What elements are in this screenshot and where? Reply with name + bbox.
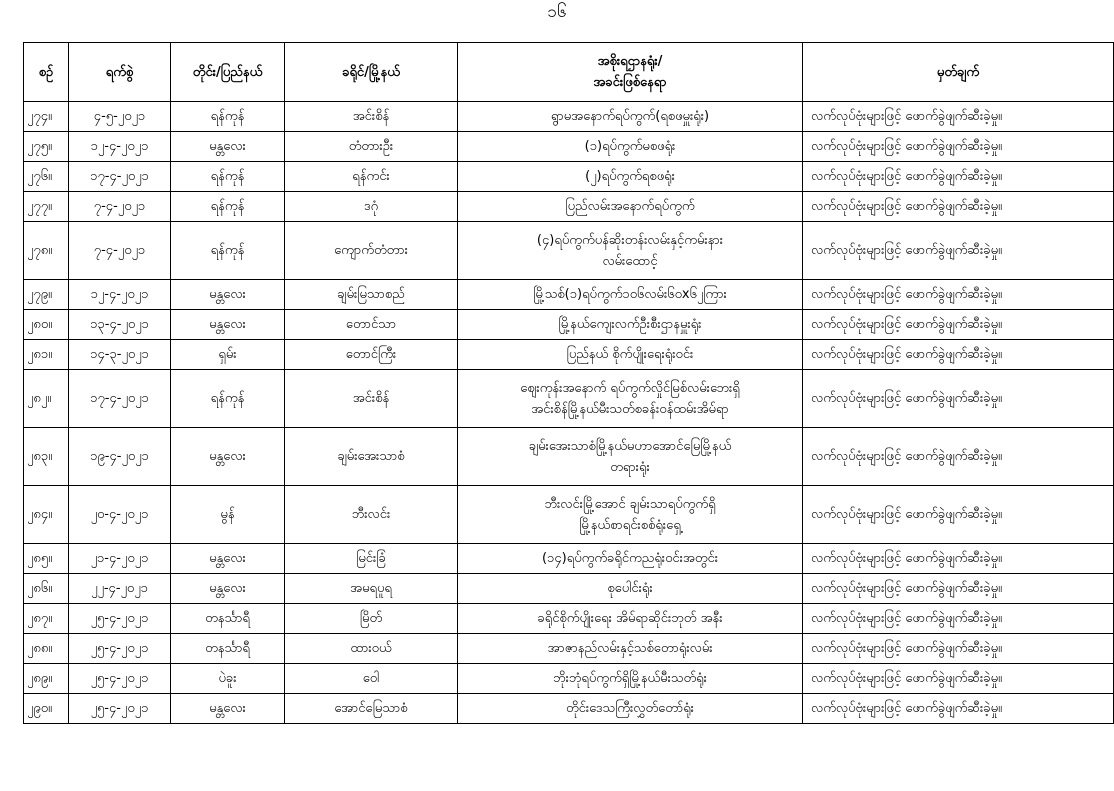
cell-remark: လက်လုပ်ဗုံးများဖြင့် ဖောက်ခွဲဖျက်ဆီးခဲ့မှု။ xyxy=(803,132,1114,162)
cell-region: မန္တလေး xyxy=(171,544,285,574)
table-row xyxy=(24,634,1114,664)
cell-region: မန္တလေး xyxy=(171,694,285,724)
table-row xyxy=(24,486,1114,544)
cell-region: ပဲခူး xyxy=(171,664,285,694)
cell-location: (၁)ရပ်ကွက်မစဖရုံး xyxy=(458,132,803,162)
cell-township: ချမ်းမြသာစည် xyxy=(285,280,458,310)
cell-township: တံတားဦး xyxy=(285,132,458,162)
cell-township: ဝေါ xyxy=(285,664,458,694)
cell-no: ၂၈၁။ xyxy=(24,340,69,370)
cell-region: ရန်ကုန် xyxy=(171,370,285,428)
cell-township: ဒဂုံ xyxy=(285,192,458,222)
cell-no: ၂၈၃။ xyxy=(24,428,69,486)
cell-remark: လက်လုပ်ဗုံးများဖြင့် ဖောက်ခွဲဖျက်ဆီးခဲ့မှု။ xyxy=(803,694,1114,724)
cell-no: ၂၈၆။ xyxy=(24,574,69,604)
header-remark: မှတ်ချက် xyxy=(803,43,1114,102)
cell-township: ထားဝယ် xyxy=(285,634,458,664)
cell-date: ၂၅-၄-၂၀၂၁ xyxy=(69,604,171,634)
cell-location-line1: ချမ်းအေးသာစံမြို့နယ်မဟာအောင်မြေမြို့နယ် xyxy=(528,438,732,454)
cell-location: စုပေါင်းရုံး xyxy=(458,574,803,604)
cell-region: ရန်ကုန် xyxy=(171,222,285,280)
cell-region: ရန်ကုန် xyxy=(171,162,285,192)
cell-date: ၁၇-၄-၂၀၂၁ xyxy=(69,370,171,428)
cell-remark: လက်လုပ်ဗုံးများဖြင့် ဖောက်ခွဲဖျက်ဆီးခဲ့မှု။ xyxy=(803,664,1114,694)
cell-no: ၂၈၇။ xyxy=(24,604,69,634)
cell-township: မြိတ် xyxy=(285,604,458,634)
cell-location: ပြည်နယ် စိုက်ပျိုးရေးရုံးဝင်း xyxy=(458,340,803,370)
cell-location xyxy=(458,486,803,544)
cell-no: ၂၇၆။ xyxy=(24,162,69,192)
header-location xyxy=(458,43,803,102)
cell-date: ၄-၅-၂၀၂၁ xyxy=(69,102,171,132)
cell-location: အာဇာနည်လမ်းနှင့်သစ်တောရုံးလမ်း xyxy=(458,634,803,664)
cell-location: ရွာမအနောက်ရပ်ကွက်(ရစဖမှူးရုံး) xyxy=(458,102,803,132)
cell-date: ၂၀-၄-၂၀၂၁ xyxy=(69,486,171,544)
cell-date: ၂၅-၄-၂၀၂၁ xyxy=(69,664,171,694)
cell-township: ချမ်းအေးသာစံ xyxy=(285,428,458,486)
header-township: ခရိုင်/မြို့နယ် xyxy=(285,43,458,102)
header-location-line1: အစိုးရဌာနရုံး/ xyxy=(597,54,663,69)
cell-remark: လက်လုပ်ဗုံးများဖြင့် ဖောက်ခွဲဖျက်ဆီးခဲ့မှု။ xyxy=(803,634,1114,664)
cell-township: မြင်းခြံ xyxy=(285,544,458,574)
cell-location xyxy=(458,370,803,428)
cell-location: ပြည်လမ်းအနောက်ရပ်ကွက် xyxy=(458,192,803,222)
cell-no: ၂၇၅။ xyxy=(24,132,69,162)
cell-no: ၂၈၂။ xyxy=(24,370,69,428)
cell-location xyxy=(458,428,803,486)
cell-remark: လက်လုပ်ဗုံးများဖြင့် ဖောက်ခွဲဖျက်ဆီးခဲ့မှု။ xyxy=(803,486,1114,544)
header-location-line2: အခင်းဖြစ်နေရာ xyxy=(593,75,667,90)
cell-location: တိုင်းဒေသကြီးလွှတ်တော်ရုံး xyxy=(458,694,803,724)
cell-location-line2: အင်းစိန်မြို့နယ်မီးသတ်စခန်းဝန်ထမ်းအိမ်ရာ xyxy=(531,401,729,417)
cell-remark: လက်လုပ်ဗုံးများဖြင့် ဖောက်ခွဲဖျက်ဆီးခဲ့မှု။ xyxy=(803,340,1114,370)
cell-no: ၂၈၄။ xyxy=(24,486,69,544)
cell-township: ကျောက်တံတား xyxy=(285,222,458,280)
cell-township: တောင်သာ xyxy=(285,310,458,340)
cell-date: ၁၄-၃-၂၀၂၁ xyxy=(69,340,171,370)
cell-location-line2: မြို့နယ်စာရင်းစစ်ရုံးရှေ့ xyxy=(579,517,681,533)
cell-remark: လက်လုပ်ဗုံးများဖြင့် ဖောက်ခွဲဖျက်ဆီးခဲ့မှု။ xyxy=(803,280,1114,310)
cell-region: ရှမ်း xyxy=(171,340,285,370)
cell-location: (၁၄)ရပ်ကွက်ခရိုင်ကညရုံးဝင်းအတွင်း xyxy=(458,544,803,574)
cell-date: ၁၉-၄-၂၀၂၁ xyxy=(69,428,171,486)
cell-date: ၇-၄-၂၀၂၁ xyxy=(69,222,171,280)
table-header xyxy=(24,43,1114,102)
cell-date: ၁၇-၄-၂၀၂၁ xyxy=(69,162,171,192)
cell-region: မန္တလေး xyxy=(171,574,285,604)
cell-remark: လက်လုပ်ဗုံးများဖြင့် ဖောက်ခွဲဖျက်ဆီးခဲ့မှု။ xyxy=(803,222,1114,280)
table-row xyxy=(24,192,1114,222)
cell-region: မန္တလေး xyxy=(171,428,285,486)
cell-no: ၂၉၀။ xyxy=(24,694,69,724)
cell-date: ၂၁-၄-၂၀၂၁ xyxy=(69,544,171,574)
cell-region: တနင်္သာရီ xyxy=(171,604,285,634)
cell-region: မန္တလေး xyxy=(171,280,285,310)
cell-date: ၁၂-၄-၂၀၂၁ xyxy=(69,132,171,162)
cell-date: ၇-၄-၂၀၂၁ xyxy=(69,192,171,222)
cell-region: တနင်္သာရီ xyxy=(171,634,285,664)
cell-location: မြို့နယ်ကျေးလက်ဦးစီးဌာနမှူးရုံး xyxy=(458,310,803,340)
cell-remark: လက်လုပ်ဗုံးများဖြင့် ဖောက်ခွဲဖျက်ဆီးခဲ့မှု။ xyxy=(803,102,1114,132)
cell-location-line1: ဘီးလင်းမြို့အောင် ချမ်းသာရပ်ကွက်ရှိ xyxy=(544,496,716,512)
incident-table xyxy=(23,42,1114,724)
cell-no: ၂၈၀။ xyxy=(24,310,69,340)
table-body xyxy=(24,102,1114,724)
cell-location-line2: လမ်းထောင့် xyxy=(602,253,658,269)
cell-location-line1: (၄)ရပ်ကွက်ပန်ဆိုးတန်းလမ်းနှင့်ကမ်းနား xyxy=(536,232,724,248)
table-row xyxy=(24,574,1114,604)
table-row xyxy=(24,604,1114,634)
cell-township: အင်းစိန် xyxy=(285,102,458,132)
header-date: ရက်စွဲ xyxy=(69,43,171,102)
cell-no: ၂၇၈။ xyxy=(24,222,69,280)
cell-region: ရန်ကုန် xyxy=(171,192,285,222)
cell-no: ၂၈၅။ xyxy=(24,544,69,574)
page-number: ၁၆ xyxy=(547,2,567,22)
cell-location: (၂)ရပ်ကွက်ရစဖရုံး xyxy=(458,162,803,192)
cell-remark: လက်လုပ်ဗုံးများဖြင့် ဖောက်ခွဲဖျက်ဆီးခဲ့မှု။ xyxy=(803,544,1114,574)
cell-date: ၂၂-၄-၂၀၂၁ xyxy=(69,574,171,604)
cell-township: အောင်မြေသာစံ xyxy=(285,694,458,724)
table-row xyxy=(24,544,1114,574)
table-row xyxy=(24,102,1114,132)
table-row xyxy=(24,370,1114,428)
header-region: တိုင်း/ပြည်နယ် xyxy=(171,43,285,102)
cell-location: ဘိုးဘုံရပ်ကွက်ရှိမြို့နယ်မီးသတ်ရုံး xyxy=(458,664,803,694)
cell-no: ၂၈၉။ xyxy=(24,664,69,694)
cell-no: ၂၇၄။ xyxy=(24,102,69,132)
cell-region: မန္တလေး xyxy=(171,310,285,340)
table-row xyxy=(24,340,1114,370)
cell-date: ၁၃-၄-၂၀၂၁ xyxy=(69,310,171,340)
cell-region: ရန်ကုန် xyxy=(171,102,285,132)
table-row xyxy=(24,222,1114,280)
cell-region: မန္တလေး xyxy=(171,132,285,162)
cell-no: ၂၈၈။ xyxy=(24,634,69,664)
cell-location: မြို့သစ်(၁)ရပ်ကွက်၁၀၆လမ်း၆၀x၆၂ကြား xyxy=(458,280,803,310)
cell-remark: လက်လုပ်ဗုံးများဖြင့် ဖောက်ခွဲဖျက်ဆီးခဲ့မှု။ xyxy=(803,604,1114,634)
cell-remark: လက်လုပ်ဗုံးများဖြင့် ဖောက်ခွဲဖျက်ဆီးခဲ့မှု။ xyxy=(803,192,1114,222)
cell-no: ၂၇၇။ xyxy=(24,192,69,222)
cell-township: အင်းစိန် xyxy=(285,370,458,428)
cell-region: မွန် xyxy=(171,486,285,544)
cell-location: ခရိုင်စိုက်ပျိုးရေး အိမ်ရာဆိုင်းဘုတ် အနီး xyxy=(458,604,803,634)
cell-remark: လက်လုပ်ဗုံးများဖြင့် ဖောက်ခွဲဖျက်ဆီးခဲ့မှု။ xyxy=(803,310,1114,340)
cell-remark: လက်လုပ်ဗုံးများဖြင့် ဖောက်ခွဲဖျက်ဆီးခဲ့မှု။ xyxy=(803,574,1114,604)
table-row xyxy=(24,280,1114,310)
header-no: စဉ် xyxy=(24,43,69,102)
cell-date: ၂၅-၄-၂၀၂၁ xyxy=(69,634,171,664)
cell-remark: လက်လုပ်ဗုံးများဖြင့် ဖောက်ခွဲဖျက်ဆီးခဲ့မှု။ xyxy=(803,162,1114,192)
cell-date: ၁၂-၄-၂၀၂၁ xyxy=(69,280,171,310)
cell-township: ဘီးလင်း xyxy=(285,486,458,544)
table-row xyxy=(24,428,1114,486)
cell-location-line2: တရားရုံး xyxy=(610,459,650,475)
table-row xyxy=(24,132,1114,162)
cell-location xyxy=(458,222,803,280)
cell-township: ရန်ကင်း xyxy=(285,162,458,192)
table-row xyxy=(24,694,1114,724)
cell-no: ၂၇၉။ xyxy=(24,280,69,310)
cell-township: အမရပူရ xyxy=(285,574,458,604)
cell-remark: လက်လုပ်ဗုံးများဖြင့် ဖောက်ခွဲဖျက်ဆီးခဲ့မှု။ xyxy=(803,370,1114,428)
cell-location-line1: ဈေးကုန်းအနောက် ရပ်ကွက်လှိုင်မြစ်လမ်းဘေးရှိ xyxy=(520,380,740,396)
table-row xyxy=(24,162,1114,192)
cell-date: ၂၅-၄-၂၀၂၁ xyxy=(69,694,171,724)
table-row xyxy=(24,310,1114,340)
cell-township: တောင်ကြီး xyxy=(285,340,458,370)
cell-remark: လက်လုပ်ဗုံးများဖြင့် ဖောက်ခွဲဖျက်ဆီးခဲ့မှု။ xyxy=(803,428,1114,486)
table-row xyxy=(24,664,1114,694)
